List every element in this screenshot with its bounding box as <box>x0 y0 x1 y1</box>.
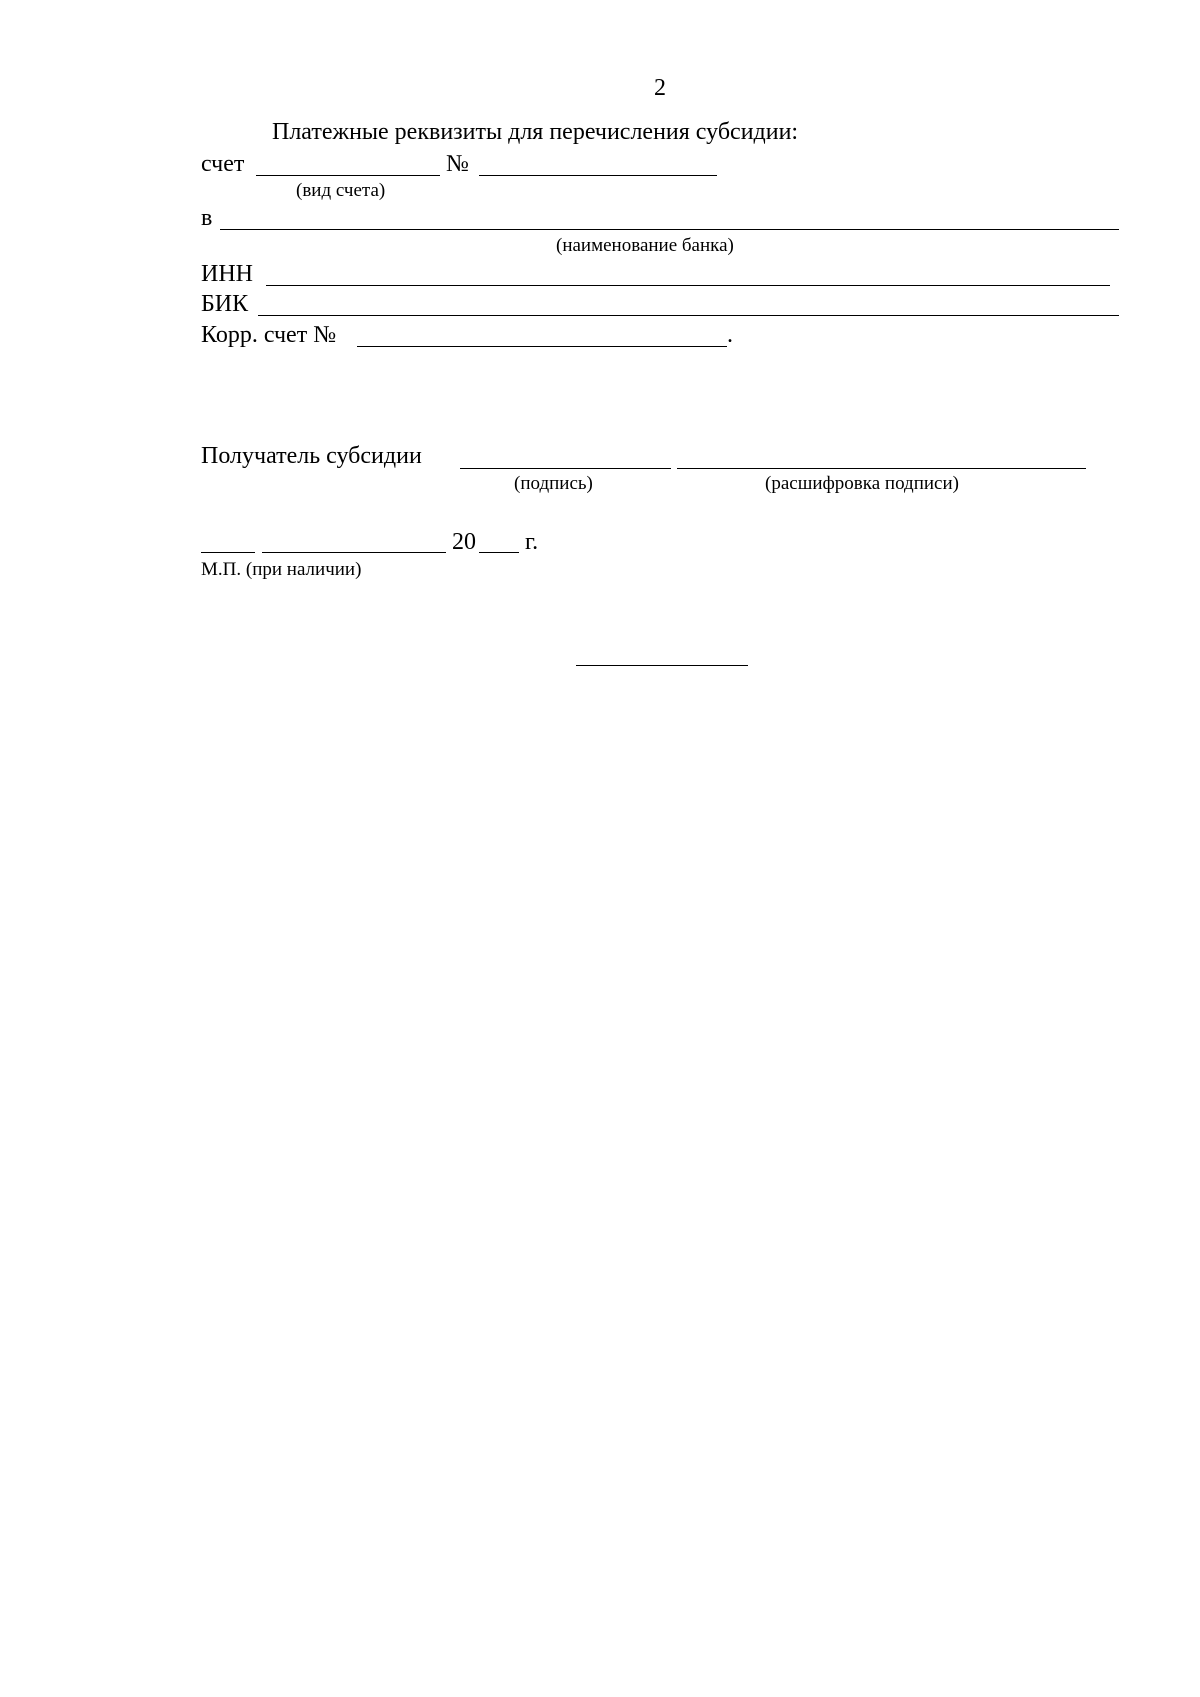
signature-caption: (подпись) <box>514 473 593 494</box>
bank-name-line <box>220 229 1119 230</box>
recipient-label: Получатель субсидии <box>201 443 422 469</box>
date-year-suffix: г. <box>525 529 539 555</box>
corr-account-line <box>357 346 727 347</box>
account-type-line <box>256 175 440 176</box>
bik-label: БИК <box>201 291 249 317</box>
signature-line <box>460 468 671 469</box>
date-month-line <box>262 552 446 553</box>
account-number-line <box>479 175 717 176</box>
bik-line <box>258 315 1119 316</box>
inn-label: ИНН <box>201 261 253 287</box>
date-year-line <box>479 552 519 553</box>
stamp-caption: М.П. (при наличии) <box>201 559 362 580</box>
corr-account-label: Корр. счет № <box>201 322 337 348</box>
account-type-caption: (вид счета) <box>296 180 386 201</box>
signature-decoding-caption: (расшифровка подписи) <box>765 473 959 494</box>
account-label: счет <box>201 151 245 177</box>
inn-line <box>266 285 1110 286</box>
date-year-prefix: 20 <box>452 529 476 555</box>
signature-decoding-line <box>677 468 1086 469</box>
account-number-sign: № <box>446 151 469 177</box>
closing-separator-line <box>576 665 748 666</box>
bank-name-caption: (наименование банка) <box>556 235 734 256</box>
section-heading: Платежные реквизиты для перечисления субсидии: <box>272 119 799 145</box>
page-number: 2 <box>654 75 666 101</box>
date-day-line <box>201 552 255 553</box>
bank-prefix: в <box>201 205 213 231</box>
corr-account-period: . <box>727 322 733 348</box>
